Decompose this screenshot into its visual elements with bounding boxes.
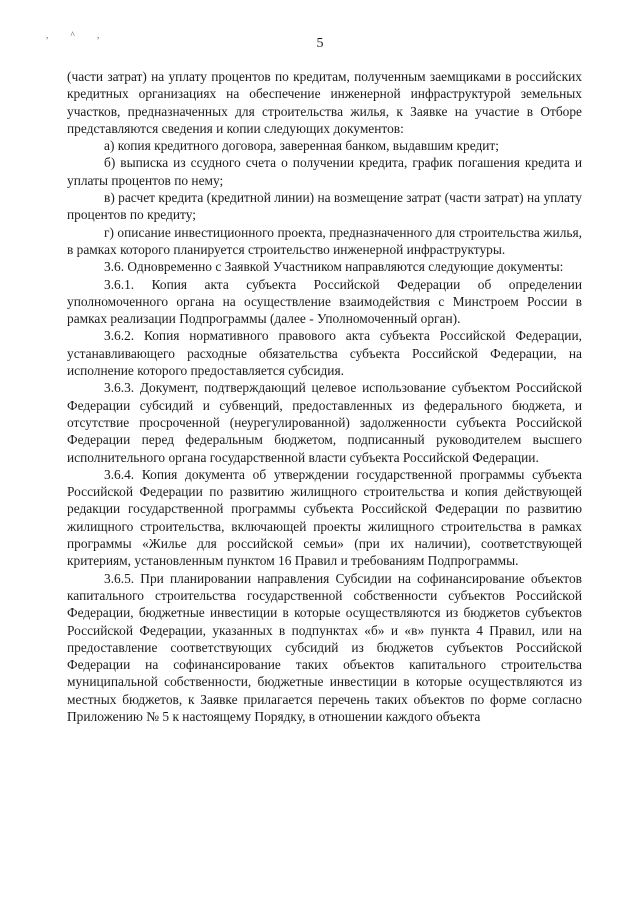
paragraph: (части затрат) на уплату процентов по кредитам, полученным заемщиками в российских кредитных организациях на обеспечение инженерной инфраструктурой земельных участков, предназначенных для строительства жилья, к Заявке на участие в Отборе представляются сведения и копии следующих документов:: [67, 69, 582, 136]
section-3-6-1: 3.6.1. Копия акта субъекта Российской Федерации об определении уполномоченного органа на осуществление взаимодействия с Минстроем России в рамках реализации Подпрограммы (далее - Уполномоченный орган).: [67, 276, 582, 327]
section-3-6-3: 3.6.3. Документ, подтверждающий целевое использование субъектом Российской Федерации субсидий и субвенций, предоставленных из федерального бюджета, и отсутствие просроченной (неурегулированной) задолженности субъекта Российской Федерации перед федеральным бюджетом, подписанный руководителем высшего исполнительного органа государственной власти субъекта Российской Федерации.: [67, 380, 582, 465]
scan-marks: , ^ ,: [46, 30, 110, 40]
list-item-v: в) расчет кредита (кредитной линии) на возмещение затрат (части затрат) на уплату процентов по кредиту;: [67, 190, 582, 223]
list-item-a: а) копия кредитного договора, заверенная банком, выдавшим кредит;: [104, 138, 500, 154]
document-body: [67, 68, 582, 725]
page-number: 5: [316, 36, 324, 51]
section-3-6-2: 3.6.2. Копия нормативного правового акта субъекта Российской Федерации, устанавливающего расходные обязательства субъекта Российской Федерации, на исполнение которого предоставляется субсидия.: [67, 328, 582, 379]
section-3-6-5: 3.6.5. При планировании направления Субсидии на софинансирование объектов капитального строительства государственной собственности субъектов Российской Федерации, бюджетные инвестиции в которые осуществляются из бюджетов субъектов Российской Федерации, указанных в подпунктах «б» и «в» пункта 4 Правил, или на предоставление соответствующих субсидий из бюджетов субъектов Российской Федерации на софинансирование таких объектов капитального строительства муниципальной собственности, бюджетные инвестиции в которые осуществляются из местных бюджетов, к Заявке прилагается перечень таких объектов по форме согласно Приложению № 5 к настоящему Порядку, в отношении каждого объекта: [67, 570, 582, 724]
list-item-b: б) выписка из ссудного счета о получении кредита, график погашения кредита и уплаты процентов по нему;: [67, 155, 582, 188]
section-3-6-4: 3.6.4. Копия документа об утверждении государственной программы субъекта Российской Федерации по развитию жилищного строительства и копия действующей редакции государственной программы субъекта Российской Федерации по развитию жилищного строительства, включающей проекты жилищного строительства в рамках программы «Жилье для российской семьи» (при их наличии), соответствующей критериям, установленным пунктом 16 Правил и требованиям Подпрограммы.: [67, 466, 582, 569]
section-3-6: 3.6. Одновременно с Заявкой Участником направляются следующие документы:: [104, 259, 564, 275]
list-item-g: г) описание инвестиционного проекта, предназначенного для строительства жилья, в рамках которого планируется строительство инженерной инфраструктуры.: [67, 224, 582, 257]
